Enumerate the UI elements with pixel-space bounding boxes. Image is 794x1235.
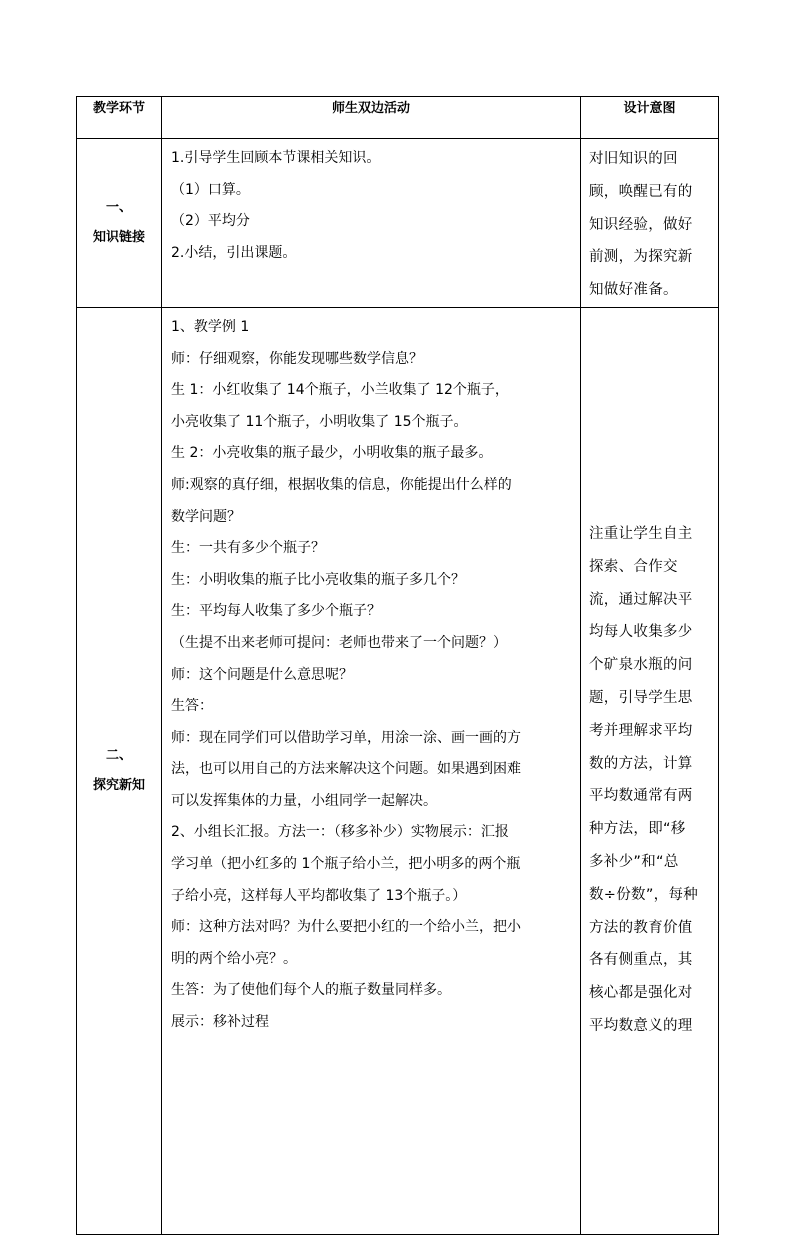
activity-line: 生 1：小红收集了 14个瓶子，小兰收集了 12个瓶子，: [171, 382, 509, 399]
activity-line: 生：平均每人收集了多少个瓶子？: [171, 603, 381, 620]
activity-line: 师：这个问题是什么意思呢？: [171, 666, 353, 683]
intent-line: 平均数意义的理: [589, 1017, 693, 1034]
activity-line: 学习单（把小红多的 1个瓶子给小兰，把小明多的两个瓶: [171, 856, 521, 873]
intent-cell-2: [581, 307, 719, 1234]
table-row-knowledge-link: [77, 139, 719, 308]
header-stage: 教学环节: [77, 97, 162, 139]
activity-line: 明的两个给小亮？。: [171, 950, 297, 967]
intent-line: 探索、合作交: [589, 558, 678, 575]
stage-number: 二、: [105, 747, 132, 763]
activity-line: 生 2：小亮收集的瓶子最少，小明收集的瓶子最多。: [171, 445, 493, 462]
activity-line: （2）平均分: [171, 213, 250, 230]
activity-line: 小亮收集了 11个瓶子，小明收集了 15个瓶子。: [171, 413, 468, 430]
activities-cell-2: [162, 307, 581, 1234]
intent-line: 多补少”和“总: [589, 853, 679, 870]
intent-line: 数÷份数”，每种: [589, 886, 699, 903]
lesson-plan-table: [76, 96, 719, 1235]
stage-cell-1: [77, 139, 162, 308]
intent-line: 核心都是强化对: [589, 985, 693, 1002]
activity-line: 展示：移补过程: [171, 1014, 269, 1031]
activity-line: 数学问题？: [171, 508, 241, 525]
stage-cell-2: [77, 307, 162, 1234]
activity-line: 子给小亮，这样每人平均都收集了 13个瓶子。）: [171, 887, 467, 904]
activity-line: 生：小明收集的瓶子比小亮收集的瓶子多几个？: [171, 571, 465, 588]
activity-line: 生答：为了使他们每个人的瓶子数量同样多。: [171, 982, 451, 999]
intent-line: 各有侧重点，其: [589, 952, 693, 969]
intent-line: 知做好准备。: [589, 282, 678, 299]
header-intent: 设计意图: [581, 97, 719, 139]
activity-line: 生答：: [171, 698, 213, 715]
activity-line: 2、小组长汇报。方法一：（移多补少）实物展示：汇报: [171, 824, 509, 841]
activity-line: 法，也可以用自己的方法来解决这个问题。如果遇到困难: [171, 761, 521, 778]
intent-line: 题，引导学生思: [589, 689, 693, 706]
intent-line: 种方法，即“移: [589, 821, 686, 838]
activity-line: 1、教学例 1: [171, 318, 250, 335]
intent-line: 顾，唤醒已有的: [589, 183, 693, 200]
activity-line: （生提不出来老师可提问：老师也带来了一个问题？）: [171, 634, 507, 651]
header-activities: 师生双边活动: [162, 97, 581, 139]
activity-line: （1）口算。: [171, 181, 250, 198]
activity-line: 师：这种方法对吗？为什么要把小红的一个给小兰，把小: [171, 919, 521, 936]
intent-line: 流，通过解决平: [589, 591, 693, 608]
table-header-row: [77, 97, 719, 139]
activity-line: 师：仔细观察，你能发现哪些数学信息？: [171, 350, 423, 367]
intent-line: 对旧知识的回: [589, 151, 678, 167]
stage-name: 知识链接: [92, 229, 145, 245]
intent-line: 方法的教育价值: [589, 919, 693, 936]
activity-line: 1.引导学生回顾本节课相关知识。: [171, 150, 381, 166]
intent-line: 考并理解求平均: [589, 722, 693, 739]
intent-line: 个矿泉水瓶的问: [589, 657, 693, 674]
activity-line: 师:观察的真仔细，根据收集的信息，你能提出什么样的: [171, 476, 512, 493]
intent-line: 平均数通常有两: [589, 788, 693, 805]
activity-line: 可以发挥集体的力量，小组同学一起解决。: [171, 792, 437, 809]
stage-number: 一、: [105, 199, 132, 215]
table-row-explore-new: [77, 307, 719, 1234]
intent-line: 知识经验，做好: [589, 216, 693, 233]
intent-cell-1: [581, 139, 719, 308]
activity-line: 生：一共有多少个瓶子？: [171, 540, 325, 557]
activity-line: 师：现在同学们可以借助学习单，用涂一涂、画一画的方: [171, 729, 521, 746]
intent-line: 数的方法，计算: [589, 755, 693, 772]
activities-cell-1: [162, 139, 581, 308]
intent-line: 注重让学生自主: [589, 525, 693, 542]
activity-line: 2.小结，引出课题。: [171, 244, 297, 261]
intent-line: 前测，为探究新: [589, 249, 693, 266]
intent-line: 均每人收集多少: [589, 624, 693, 641]
stage-name: 探究新知: [92, 777, 145, 793]
